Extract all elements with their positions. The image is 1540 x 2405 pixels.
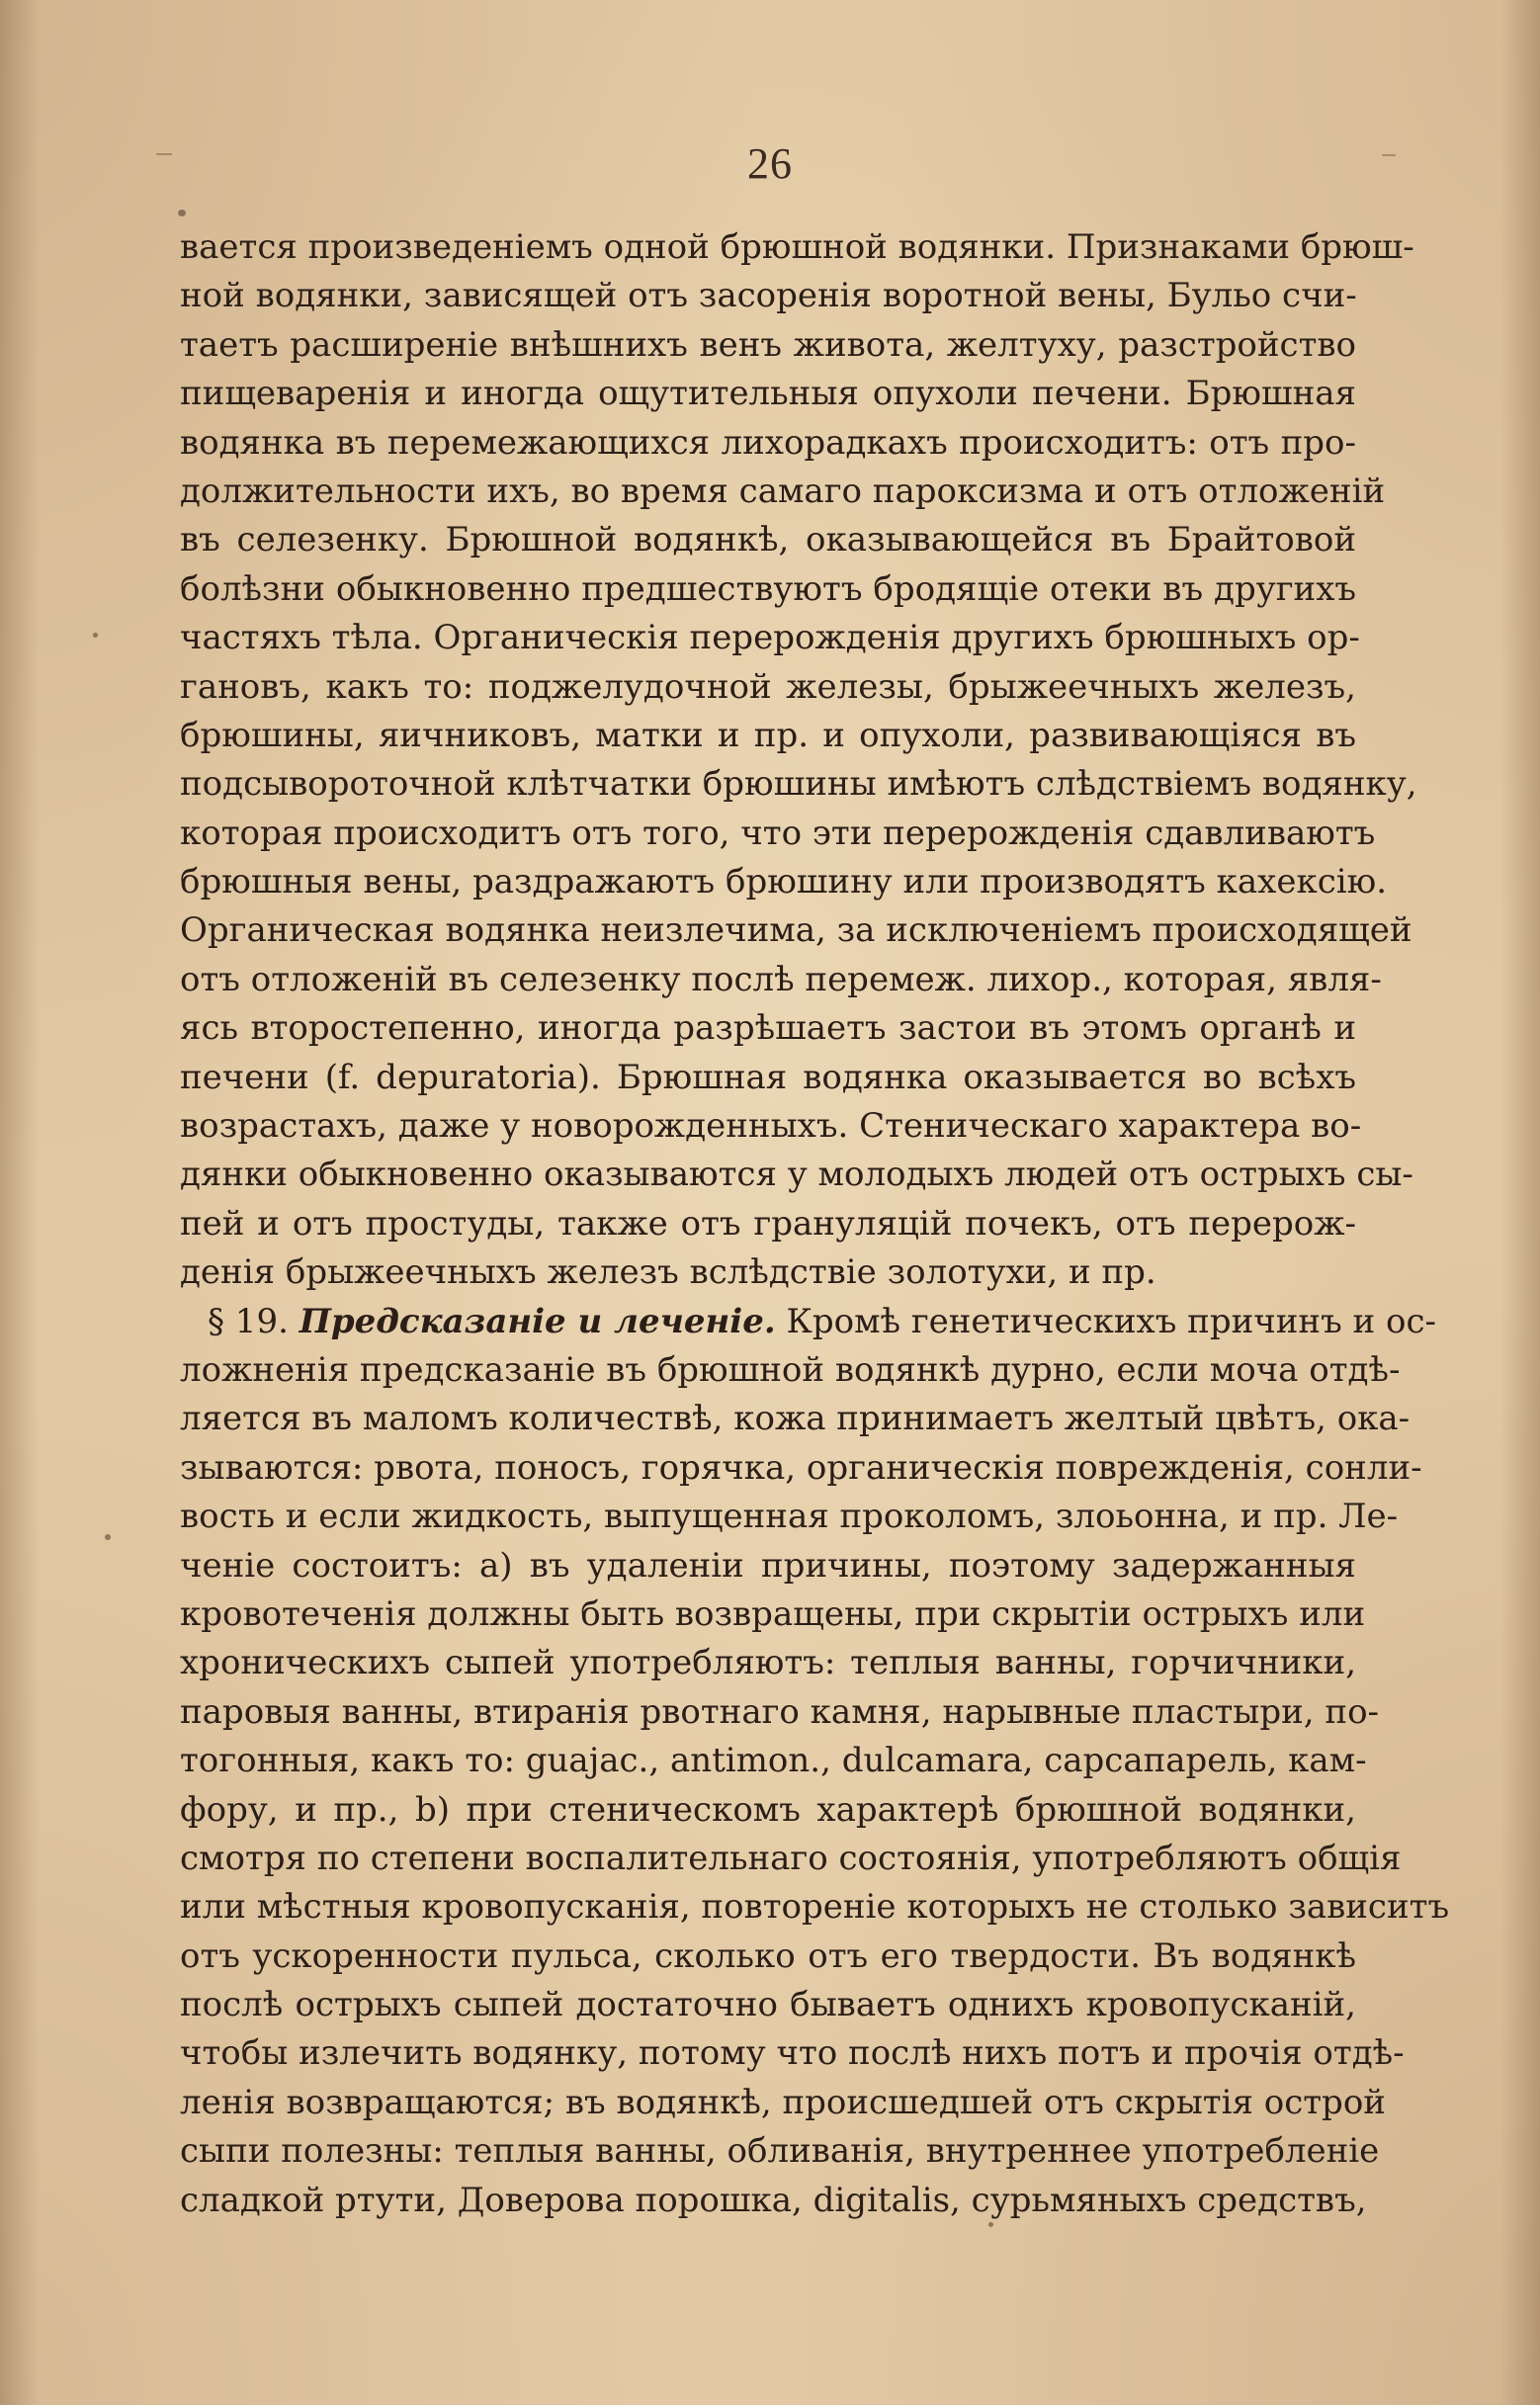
text-line: сыпи полезны: теплыя ванны, обливанія, внутреннее употребленіе xyxy=(180,2131,1380,2172)
text-line: таетъ расширеніе внѣшнихъ венъ живота, желтуху, разстройство xyxy=(180,324,1356,365)
text-line: сладкой ртути, Доверова порошка, digitalis, сурьмяныхъ средствъ, xyxy=(180,2180,1367,2220)
text-line: печени (f. depuratoria). Брюшная водянка оказывается во всѣхъ xyxy=(180,1057,1356,1097)
text-line: вость и если жидкость, выпущенная прокoломъ, злоьонна, и пр. Ле- xyxy=(180,1497,1399,1537)
text-line: денія брыжеечныхъ железъ вслѣдствіе золотухи, и пр. xyxy=(180,1252,1156,1293)
text-line: послѣ острыхъ сыпей достаточно бываетъ однихъ кровопусканій, xyxy=(180,1985,1356,2025)
section-number: § 19. xyxy=(208,1301,289,1341)
text-line: которая происходитъ отъ того, что эти перерожденія сдавливаютъ xyxy=(180,813,1376,853)
text-line: подсывороточной клѣтчатки брюшины имѣютъ слѣдствіемъ водянку, xyxy=(180,764,1417,805)
text-line: или мѣстныя кровопусканія, повтореніе которыхъ не столько зависитъ xyxy=(180,1887,1450,1928)
text-line: ченіе состоитъ: a) въ удаленіи причины, поэтому задержанныя xyxy=(180,1545,1356,1586)
text-line: отъ ускоренности пульса, сколько отъ его твердости. Въ водянкѣ xyxy=(180,1935,1356,1976)
text-line: ной водянки, зависящей отъ засоренія воротной вены, Бульо счи- xyxy=(180,276,1357,316)
section-title: Предсказаніе и леченіе. xyxy=(299,1301,776,1341)
text-line: брюшныя вены, раздражаютъ брюшину или производятъ кахексію. xyxy=(180,862,1388,902)
text-line: болѣзни обыкновенно предшествуютъ бродящіе отеки въ другихъ xyxy=(180,568,1356,609)
text-line: смотря по степени воспалительнаго состоянія, употребляютъ общія xyxy=(180,1838,1402,1878)
ink-fleck xyxy=(105,1534,111,1540)
text-line: пищеваренія и иногда ощутительныя опухоли печени. Брюшная xyxy=(180,374,1356,414)
text-line: гановъ, какъ то: поджелудочной железы, брыжеечныхъ железъ, xyxy=(180,666,1356,707)
text-line: Органическая водянка неизлечима, за исключеніемъ происходящей xyxy=(180,910,1412,951)
text-line: вается произведеніемъ одной брюшной водянки. Признаками брюш- xyxy=(180,227,1414,267)
section-first-line: Кромѣ генетическихъ причинъ и ос- xyxy=(786,1301,1436,1341)
page-edge-shadow-right xyxy=(1500,0,1540,2405)
section-heading-line xyxy=(180,1298,1436,1346)
text-line: брюшины, яичниковъ, матки и пр. и опухоли, развивающіяся въ xyxy=(180,715,1356,755)
ink-fleck xyxy=(93,633,98,638)
text-line: частяхъ тѣла. Органическія перерожденія другихъ брюшныхъ ор- xyxy=(180,618,1360,658)
ink-fleck xyxy=(988,2222,993,2227)
text-line: должительности ихъ, во время самаго пароксизма и отъ отложеній xyxy=(180,471,1386,511)
text-line: отъ отложеній въ селезенку послѣ перемеж. лихор., которая, явля- xyxy=(180,959,1382,999)
text-line: фору, и пр., b) при стеническомъ характерѣ брюшной водянки, xyxy=(180,1789,1356,1830)
text-line: чтобы излечить водянку, потому что послѣ нихъ потъ и прочія отдѣ- xyxy=(180,2033,1405,2074)
text-line: ленія возвращаются; въ водянкѣ, происшедшей отъ скрытія острой xyxy=(180,2082,1386,2122)
text-line: кровотеченія должны быть возвращены, при скрытіи острыхъ или xyxy=(180,1593,1366,1634)
text-line: въ селезенку. Брюшной водянкѣ, оказывающейся въ Брайтовой xyxy=(180,520,1356,560)
page-edge-shadow-left xyxy=(0,0,40,2405)
body-text xyxy=(180,223,1450,2225)
page-number: 26 xyxy=(747,139,793,188)
text-line: возрастахъ, даже у новорожденныхъ. Стеническаго характера во- xyxy=(180,1106,1362,1147)
text-line: хроническихъ сыпей употребляютъ: теплыя ванны, горчичники, xyxy=(180,1643,1356,1683)
ink-fleck xyxy=(1382,154,1396,156)
ink-fleck xyxy=(178,210,186,216)
text-line: ясь второстепенно, иногда разрѣшаетъ застои въ этомъ органѣ и xyxy=(180,1008,1356,1049)
text-line: пей и отъ простуды, также отъ грануляцій почекъ, отъ перерож- xyxy=(180,1203,1356,1244)
text-line: зываются: рвота, поносъ, горячка, органическія поврежденія, сонли- xyxy=(180,1447,1422,1488)
text-line: паровыя ванны, втиранія рвотнаго камня, нарывные пластыри, по- xyxy=(180,1691,1380,1732)
ink-fleck xyxy=(156,153,172,155)
text-line: ложненія предсказаніе въ брюшной водянкѣ дурно, если моча отдѣ- xyxy=(180,1349,1401,1390)
text-line: ляется въ маломъ количествѣ, кожа принимаетъ желтый цвѣтъ, ока- xyxy=(180,1399,1411,1439)
text-line: дянки обыкновенно оказываются у молодыхъ людей отъ острыхъ сы- xyxy=(180,1155,1413,1195)
text-line: водянка въ перемежающихся лихорадкахъ происходитъ: отъ про- xyxy=(180,422,1356,463)
text-line: тогонныя, какъ то: guajac., antimon., dulcamara, сарсапарель, кам- xyxy=(180,1741,1367,1781)
